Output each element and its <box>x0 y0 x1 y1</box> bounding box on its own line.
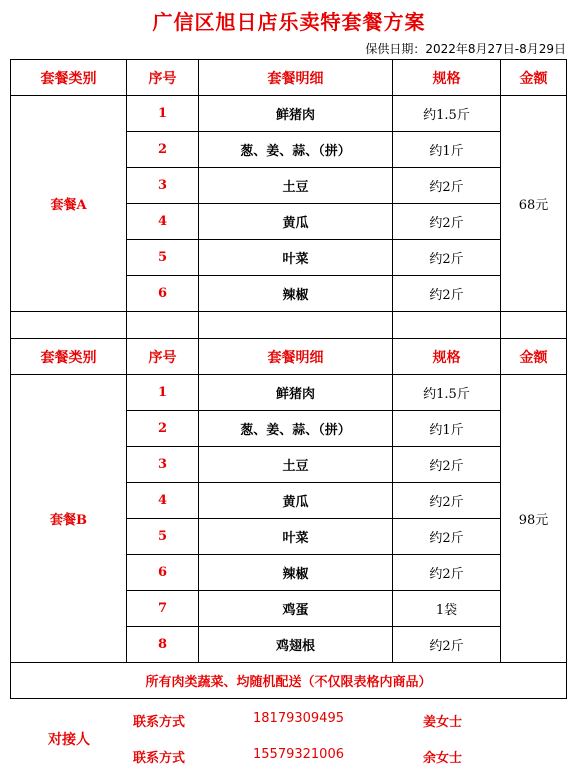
table-row <box>11 96 567 132</box>
item-name: 黄瓜 <box>199 483 393 519</box>
header-spec: 规格 <box>393 60 501 96</box>
header-row <box>11 339 567 375</box>
item-spec: 约2斤 <box>393 519 501 555</box>
spacer-cell <box>127 312 199 339</box>
item-spec: 约2斤 <box>393 240 501 276</box>
item-name: 叶菜 <box>199 240 393 276</box>
spacer-row <box>11 312 567 339</box>
page-title: 广信区旭日店乐卖特套餐方案 <box>152 10 426 34</box>
contact-phone[interactable]: 15579321006 <box>253 747 344 762</box>
item-spec: 约2斤 <box>393 276 501 312</box>
package-table <box>10 59 567 699</box>
contact-phone[interactable]: 18179309495 <box>253 711 344 726</box>
item-name: 鲜猪肉 <box>199 96 393 132</box>
item-seq: 6 <box>127 276 199 312</box>
spacer-cell <box>199 312 393 339</box>
item-name: 土豆 <box>199 447 393 483</box>
package-name: 套餐B <box>11 375 127 663</box>
header-row <box>11 60 567 96</box>
item-seq: 3 <box>127 447 199 483</box>
package-name: 套餐A <box>11 96 127 312</box>
header-price: 金额 <box>501 339 567 375</box>
item-seq: 5 <box>127 519 199 555</box>
item-seq: 2 <box>127 411 199 447</box>
item-spec: 约1斤 <box>393 411 501 447</box>
item-spec: 约1斤 <box>393 132 501 168</box>
item-name: 辣椒 <box>199 276 393 312</box>
item-seq: 1 <box>127 96 199 132</box>
item-name: 鸡蛋 <box>199 591 393 627</box>
header-detail: 套餐明细 <box>199 60 393 96</box>
item-name: 土豆 <box>199 168 393 204</box>
contact-name: 姜女士 <box>423 715 463 730</box>
item-seq: 6 <box>127 555 199 591</box>
supply-date: 保供日期：2022年8月27日-8月29日 <box>365 42 566 56</box>
header-category: 套餐类别 <box>11 60 127 96</box>
item-seq: 5 <box>127 240 199 276</box>
item-spec: 约2斤 <box>393 483 501 519</box>
spacer-cell <box>501 312 567 339</box>
item-name: 叶菜 <box>199 519 393 555</box>
item-spec: 约2斤 <box>393 627 501 663</box>
item-spec: 约2斤 <box>393 555 501 591</box>
package-price: 68元 <box>501 96 567 312</box>
contact-label: 对接人 <box>48 732 90 748</box>
item-spec: 约2斤 <box>393 204 501 240</box>
item-name: 鲜猪肉 <box>199 375 393 411</box>
spacer-cell <box>11 312 127 339</box>
spacer-cell <box>393 312 501 339</box>
item-seq: 1 <box>127 375 199 411</box>
header-seq: 序号 <box>127 339 199 375</box>
item-name: 辣椒 <box>199 555 393 591</box>
header-spec: 规格 <box>393 339 501 375</box>
item-seq: 3 <box>127 168 199 204</box>
delivery-note: 所有肉类蔬菜、均随机配送（不仅限表格内商品） <box>11 663 567 699</box>
contact-row <box>10 711 566 731</box>
header-detail: 套餐明细 <box>199 339 393 375</box>
item-seq: 4 <box>127 204 199 240</box>
item-spec: 约2斤 <box>393 168 501 204</box>
item-name: 黄瓜 <box>199 204 393 240</box>
item-spec: 约2斤 <box>393 447 501 483</box>
item-spec: 约1.5斤 <box>393 96 501 132</box>
item-name: 葱、姜、蒜、（拼） <box>199 132 393 168</box>
contact-field: 联系方式 <box>133 715 186 730</box>
item-name: 葱、姜、蒜、（拼） <box>199 411 393 447</box>
header-seq: 序号 <box>127 60 199 96</box>
contact-row <box>10 747 566 767</box>
header-category: 套餐类别 <box>11 339 127 375</box>
item-seq: 4 <box>127 483 199 519</box>
item-spec: 约1.5斤 <box>393 375 501 411</box>
item-seq: 7 <box>127 591 199 627</box>
table-row <box>11 375 567 411</box>
note-row <box>11 663 567 699</box>
package-price: 98元 <box>501 375 567 663</box>
contact-name: 余女士 <box>423 751 463 766</box>
item-seq: 2 <box>127 132 199 168</box>
contact-section <box>10 701 566 775</box>
item-seq: 8 <box>127 627 199 663</box>
header-price: 金额 <box>501 60 567 96</box>
item-spec: 1袋 <box>393 591 501 627</box>
contact-field: 联系方式 <box>133 751 186 766</box>
item-name: 鸡翅根 <box>199 627 393 663</box>
